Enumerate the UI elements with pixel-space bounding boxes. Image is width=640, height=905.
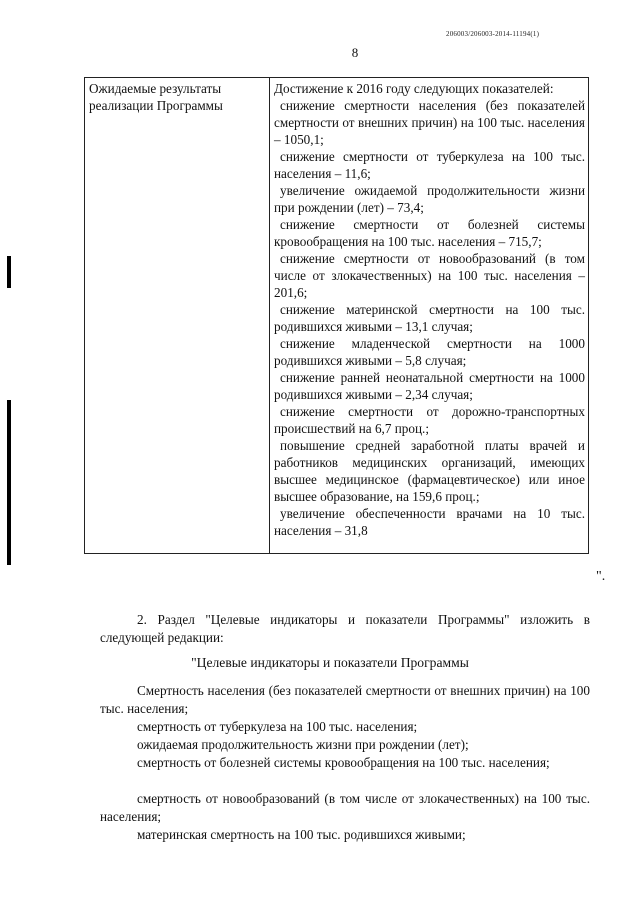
indicator-item: смертность от туберкулеза на 100 тыс. населения; — [137, 719, 418, 734]
table-content-cell — [270, 78, 589, 554]
result-item: снижение смертности от дорожно-транспортных происшествий на 6,7 проц.; — [274, 404, 585, 436]
result-item: снижение смертности от новообразований (в том числе от злокачественных) на 100 тыс. населения – 201,6; — [274, 251, 585, 300]
indicator-item: смертность от новообразований (в том числе от злокачественных) на 100 тыс. населения; — [100, 791, 590, 824]
table-label: Ожидаемые результаты реализации Программы — [89, 81, 223, 113]
indicator-item: смертность от болезней системы кровообращения на 100 тыс. населения; — [137, 755, 550, 770]
scan-edge-mark — [7, 256, 11, 288]
indicator-item: ожидаемая продолжительность жизни при рождении (лет); — [137, 737, 469, 752]
program-results-table — [84, 77, 589, 554]
results-intro: Достижение к 2016 году следующих показателей: — [274, 81, 554, 96]
table-label-cell — [85, 78, 270, 554]
indicator-item: Смертность населения (без показателей смертности от внешних причин) на 100 тыс. населения; — [100, 683, 590, 716]
result-item: снижение смертности от болезней системы кровообращения на 100 тыс. населения – 715,7; — [274, 217, 585, 249]
result-item: снижение ранней неонатальной смертности на 1000 родившихся живыми – 2,34 случая; — [274, 370, 585, 402]
table-row — [85, 78, 589, 554]
page-number: 8 — [351, 45, 359, 60]
result-item: увеличение обеспеченности врачами на 10 тыс. населения – 31,8 — [274, 506, 585, 538]
result-item: повышение средней заработной платы врачей и работников медицинских организаций, имеющих высшее медицинское (фармацевтическое) или иное высшее образование, на 159,6 проц.; — [274, 438, 585, 504]
section-paragraph: 2. Раздел "Целевые индикаторы и показатели Программы" изложить в следующей редакции: — [100, 612, 590, 645]
section-heading: "Целевые индикаторы и показатели Программы — [191, 655, 469, 670]
result-item: снижение материнской смертности на 100 тыс. родившихся живыми – 13,1 случая; — [274, 302, 585, 334]
result-item: снижение смертности от туберкулеза на 100 тыс. населения – 11,6; — [274, 149, 585, 181]
document-id: 206003/206003-2014-11194(1) — [446, 30, 540, 38]
result-item: увеличение ожидаемой продолжительности жизни при рождении (лет) – 73,4; — [274, 183, 585, 215]
indicator-item: материнская смертность на 100 тыс. родившихся живыми; — [137, 827, 466, 842]
result-item: снижение младенческой смертности на 1000 родившихся живыми – 5,8 случая; — [274, 336, 585, 368]
closing-quote: ". — [596, 569, 606, 584]
scan-edge-mark — [7, 400, 11, 565]
result-item: снижение смертности населения (без показателей смертности от внешних причин) на 100 тыс. населения – 1050,1; — [274, 98, 585, 147]
